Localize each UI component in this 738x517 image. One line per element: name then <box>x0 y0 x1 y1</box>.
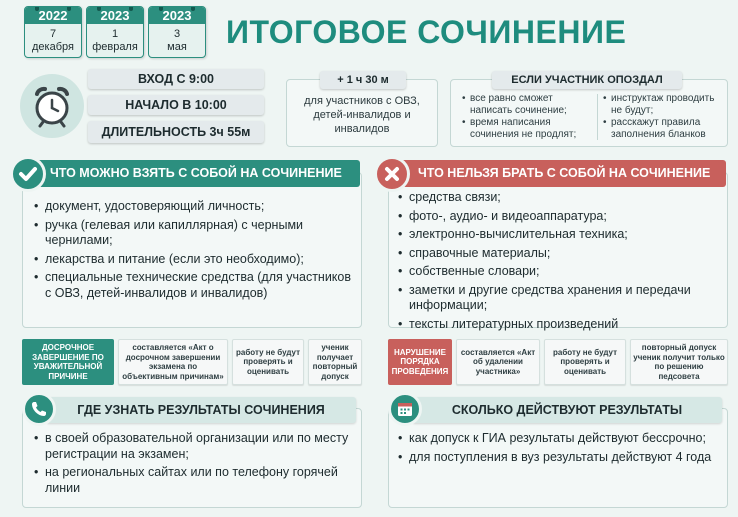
early-cell-1: составляется «Акт о досрочном завершении экзамена по объективным причинам» <box>118 339 228 385</box>
violation-cell-1: составляется «Акт об удалении участника» <box>456 339 540 385</box>
date-day: 3 <box>173 28 181 40</box>
list-item: • заметки и другие средства хранения и передачи информации; <box>398 283 726 314</box>
alarm-clock-icon <box>20 74 84 138</box>
list-item: • собственные словари; <box>398 264 726 280</box>
late-item: • инструктаж проводить не будут; <box>603 93 715 116</box>
extra-time-label: + 1 ч 30 м <box>320 71 406 89</box>
late-item: • все равно сможет написать сочинение; <box>462 93 567 116</box>
calendar-icon <box>388 392 422 426</box>
date-month: мая <box>167 41 187 53</box>
early-cell-3: ученик получает повторный допуск <box>308 339 362 385</box>
date-day: 1 <box>111 28 119 40</box>
list-item: • ручка (гелевая или капиллярная) с черными чернилами; <box>34 218 358 249</box>
start-time: НАЧАЛО В 10:00 <box>88 95 264 115</box>
list-item: • в своей образовательной организации или по месту регистрации на экзамен; <box>34 431 358 462</box>
list-item: • на региональных сайтах или по телефону горячей линии <box>34 465 358 496</box>
extra-time-text: для участников с ОВЗ, детей-инвалидов и инвалидов <box>304 95 420 135</box>
date-card-2 <box>86 6 144 58</box>
list-item: • фото-, аудио- и видеоаппаратура; <box>398 209 726 225</box>
late-label: ЕСЛИ УЧАСТНИК ОПОЗДАЛ <box>492 71 682 89</box>
violation-label: НАРУШЕНИЕ ПОРЯДКА ПРОВЕДЕНИЯ <box>388 339 452 385</box>
list-item: • средства связи; <box>398 190 726 206</box>
violation-cell-3: повторный допуск ученик получит только по решению педсовета <box>630 339 728 385</box>
forbidden-header: ЧТО НЕЛЬЗЯ БРАТЬ С СОБОЙ НА СОЧИНЕНИЕ <box>396 160 726 187</box>
late-right <box>603 93 725 141</box>
list-item: • для поступления в вуз результаты действуют 4 года <box>398 450 724 466</box>
date-month: декабря <box>32 41 74 53</box>
check-icon <box>10 156 46 192</box>
late-divider <box>597 94 598 140</box>
date-day: 7 <box>49 28 57 40</box>
list-item: • документ, удостоверяющий личность; <box>34 199 358 215</box>
date-card-3 <box>148 6 206 58</box>
list-item: • лекарства и питание (если это необходимо); <box>34 252 358 268</box>
list-item: • справочные материалы; <box>398 246 726 262</box>
date-year: 2023 <box>87 7 143 24</box>
date-year: 2023 <box>149 7 205 24</box>
list-item: • как допуск к ГИА результаты действуют бессрочно; <box>398 431 724 447</box>
list-item: • электронно-вычислительная техника; <box>398 227 726 243</box>
allowed-list <box>34 199 358 304</box>
late-left <box>462 93 592 141</box>
early-label: ДОСРОЧНОЕ ЗАВЕРШЕНИЕ ПО УВАЖИТЕЛЬНОЙ ПРИЧИНЕ <box>22 339 114 385</box>
date-month: февраля <box>92 41 138 53</box>
date-card-1 <box>24 6 82 58</box>
late-item: • время написания сочинения не продлят; <box>462 117 577 140</box>
cross-icon <box>374 156 410 192</box>
results-where-header: ГДЕ УЗНАТЬ РЕЗУЛЬТАТЫ СОЧИНЕНИЯ <box>46 397 356 423</box>
results-valid-header: СКОЛЬКО ДЕЙСТВУЮТ РЕЗУЛЬТАТЫ <box>412 397 722 423</box>
duration: ДЛИТЕЛЬНОСТЬ 3ч 55м <box>88 121 264 143</box>
allowed-header: ЧТО МОЖНО ВЗЯТЬ С СОБОЙ НА СОЧИНЕНИЕ <box>30 160 360 187</box>
entry-time: ВХОД С 9:00 <box>88 69 264 89</box>
results-valid-list <box>398 431 724 468</box>
list-item: • специальные технические средства (для участников с ОВЗ, детей-инвалидов и инвалидов) <box>34 270 358 301</box>
forbidden-list <box>398 190 726 335</box>
violation-cell-2: работу не будут проверять и оценивать <box>544 339 626 385</box>
date-year: 2022 <box>25 7 81 24</box>
late-item: • расскажут правила заполнения бланков <box>603 117 706 140</box>
page-title: ИТОГОВОЕ СОЧИНЕНИЕ <box>226 14 627 50</box>
phone-icon <box>22 392 56 426</box>
results-where-list <box>34 431 358 499</box>
list-item: • тексты литературных произведений <box>398 317 726 333</box>
early-cell-2: работу не будут проверять и оценивать <box>232 339 304 385</box>
